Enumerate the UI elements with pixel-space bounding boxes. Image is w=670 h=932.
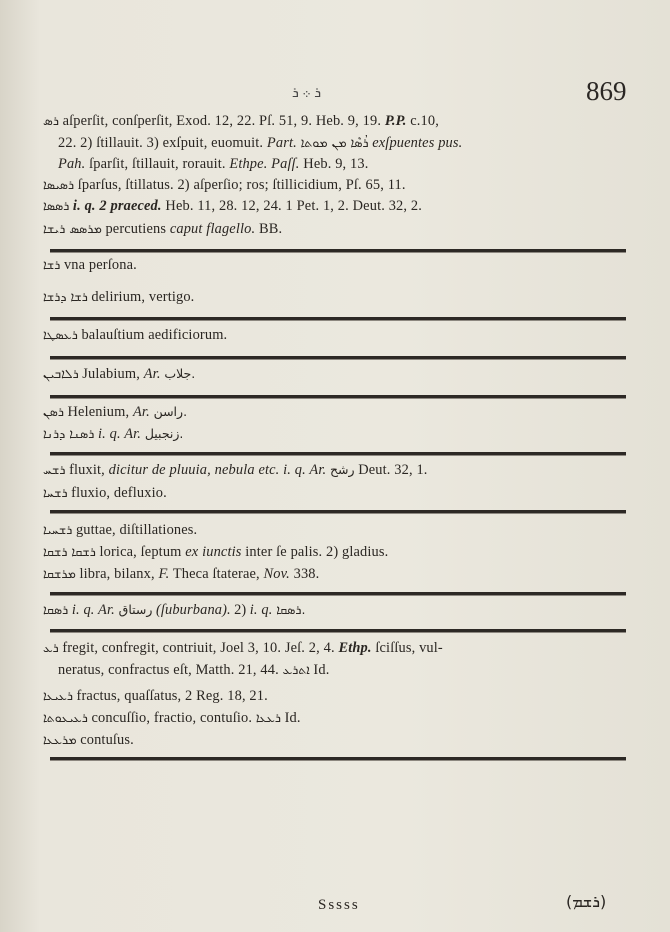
entry-headword: ܪܫܚܝܐ: [43, 522, 73, 537]
section-rule: [50, 356, 626, 360]
section-rule: [50, 452, 626, 456]
entry-line: [43, 482, 628, 504]
entry-line: [43, 707, 628, 729]
entry-line: [43, 218, 628, 240]
entry-line: [43, 685, 628, 707]
entry-definition: ſparſus, ſtillatus. 2) aſperſio; ros; ſtillicidium, Pſ. 65, 11.: [77, 177, 406, 193]
entry-reference: Id.: [284, 710, 301, 726]
entry-line: [43, 423, 628, 445]
entry-source: Nov.: [263, 566, 290, 582]
entry-syriac-ref: ܐܬܪܥ: [282, 662, 310, 677]
entry-translation: exſpuentes pus.: [372, 135, 463, 151]
entry-definition: fregit, confregit, contriuit, Joel 3, 10. Jeſ. 2, 4.: [62, 640, 335, 656]
entry-headword: ܡܪܫܩܐ: [43, 566, 76, 581]
entry-source: P.P.: [384, 113, 407, 129]
entry-reference: Heb. 11, 28. 12, 24. 1 Pet. 1, 2. Deut. 32, 2.: [165, 198, 422, 214]
entry-line: [43, 195, 628, 217]
entry-definition: 22. 2) ſtillauit. 3) exſpuit, euomuit.: [58, 135, 264, 151]
entry-definition: guttae, diſtillationes.: [75, 522, 198, 538]
entry-headword: ܪܫܐ: [43, 257, 61, 272]
entry-grammar: Ethp.: [338, 640, 372, 656]
entry-reference: Heb. 9, 13.: [303, 156, 369, 172]
entry-reference: Id.: [313, 662, 330, 678]
entry-definition: Julabium,: [82, 366, 140, 382]
section-rule: [50, 592, 626, 596]
entry-language-label: Ar.: [132, 404, 150, 420]
entry-syriac-ref: ܪܣܩܐ.: [276, 602, 306, 617]
entry-headword: ܪܥ: [43, 640, 59, 655]
entry-arabic: جلاب.: [164, 366, 196, 381]
entry-headword: ܪܣܢ: [43, 404, 64, 419]
entry-definition: 2): [234, 602, 247, 618]
entry-line: [43, 286, 628, 308]
entry-grammar: i. q.: [249, 602, 273, 618]
entry-definition: fluxit,: [69, 462, 105, 478]
entry-line: [43, 401, 628, 423]
entry-definition: concuſſio, fractio, contuſio.: [91, 710, 253, 726]
entry-definition: contuſus.: [80, 732, 134, 748]
entry-definition: aſperſit, conſperſit, Exod. 12, 22. Pſ. 51, 9. Heb. 9, 19.: [62, 113, 382, 129]
entry-headword: ܡܪܥܥܐ: [43, 732, 77, 747]
entry-arabic: زنجبيل.: [144, 426, 184, 441]
entry-definition: fractus, quaſſatus, 2 Reg. 18, 21.: [76, 688, 268, 704]
entry-line: [43, 174, 628, 196]
entry-grammar: i. q. Ar.: [71, 602, 115, 618]
entry-definition-italic: (ſuburbana).: [156, 602, 231, 618]
entry-headword: ܡܪܣܣ ܪܝܫܐ: [43, 221, 102, 236]
entry-block: [43, 637, 628, 681]
entry-headword: ܪܣܩܐ: [43, 602, 69, 617]
entry-headword: ܪܣ: [43, 113, 60, 128]
entry-definition: ſciſſus, vul-: [375, 640, 443, 656]
section-rule: [50, 395, 626, 399]
entry-definition: Theca ſtaterae,: [172, 566, 260, 582]
entry-definition: Helenium,: [67, 404, 130, 420]
entry-line: [43, 324, 628, 346]
entry-definition: inter ſe palis. 2) gladius.: [245, 544, 389, 560]
entry-reference: BB.: [258, 221, 283, 237]
entry-headword: ܪܥܝܥܐ: [43, 688, 73, 703]
entry-grammar: i. q. 2 praeced.: [72, 198, 162, 214]
entry-language-label: Ar.: [143, 366, 161, 382]
entry-headword: ܪܫܐ ܕܪܫܐ: [43, 289, 88, 304]
entry-grammar: i. q. Ar.: [97, 426, 142, 442]
header-syriac-letters: ܪ ܀ ܪ: [292, 86, 322, 101]
entry-headword: ܪܫܩܐ ܪܫܩܐ: [43, 544, 96, 559]
entry-line: [43, 563, 628, 585]
entry-syriac-ref: ܪܥܥܐ: [255, 710, 281, 725]
entry-line: [43, 519, 628, 541]
catchword: (ܪܫܡ): [566, 892, 607, 911]
entry-definition: lorica, ſeptum: [99, 544, 182, 560]
entry-line: [43, 599, 628, 621]
entry-headword: ܪܣܣܐ: [43, 198, 70, 213]
entry-definition: percutiens: [105, 221, 167, 237]
entry-arabic: راسن.: [153, 404, 188, 419]
page-number: 869: [586, 76, 627, 106]
entry-headword: ܪܥܣܛܐ: [43, 327, 78, 342]
entry-headword: ܪܫܚܐ: [43, 485, 68, 500]
entry-headword: ܪܠܐܒܝܢ: [43, 366, 79, 381]
entry-definition: balauſtium aedificiorum.: [81, 327, 228, 343]
entry-grammar: Ethpe. Paſſ.: [229, 156, 300, 172]
entry-definition-italic: ex iunctis: [185, 544, 242, 560]
entry-definition-italic: caput flagello.: [169, 221, 256, 237]
section-rule: [50, 629, 626, 633]
section-rule: [50, 510, 626, 514]
entry-definition: delirium, vertigo.: [91, 289, 195, 305]
entry-line: [43, 541, 628, 563]
entry-line: [43, 459, 628, 481]
entry-grammar: Pah.: [58, 156, 86, 172]
entry-definition: fluxio, defluxio.: [71, 485, 167, 501]
section-rule: [50, 757, 626, 761]
entry-definition: vna perſona.: [63, 257, 137, 273]
entry-reference: c.10,: [410, 113, 439, 129]
entry-definition: neratus, confractus eſt, Matth. 21, 44.: [58, 662, 279, 678]
entry-block: [43, 110, 628, 175]
entry-definition: libra, bilanx,: [79, 566, 155, 582]
entry-line: [43, 729, 628, 751]
signature-mark: Sssss: [318, 897, 360, 913]
section-rule: [50, 249, 626, 253]
entry-grammar: F.: [158, 566, 170, 582]
entry-reference: Deut. 32, 1.: [358, 462, 428, 478]
entry-grammar: Part.: [266, 135, 297, 151]
entry-definition-italic: dicitur de pluuia, nebula etc. i. q. Ar.: [108, 462, 327, 478]
entry-headword: ܪܥܝܥܘܬܐ: [43, 710, 88, 725]
entry-headword: ܪܫܚ: [43, 462, 66, 477]
entry-reference: 338.: [293, 566, 320, 582]
entry-headword: ܪܣܝܣܐ: [43, 177, 75, 192]
entry-arabic: رستاق: [118, 602, 153, 617]
entry-arabic: رشح: [329, 462, 355, 477]
entry-definition: ſparſit, ſtillauit, rorauit.: [89, 156, 226, 172]
entry-example-syriac: ܪܳܣܶܐ ܡܢ ܡܘܬܐ: [300, 135, 369, 150]
entry-line: [43, 254, 628, 276]
entry-headword: ܪܣܢܐ ܕܪܢܐ: [43, 426, 95, 441]
entry-line: [43, 363, 628, 385]
section-rule: [50, 317, 626, 321]
